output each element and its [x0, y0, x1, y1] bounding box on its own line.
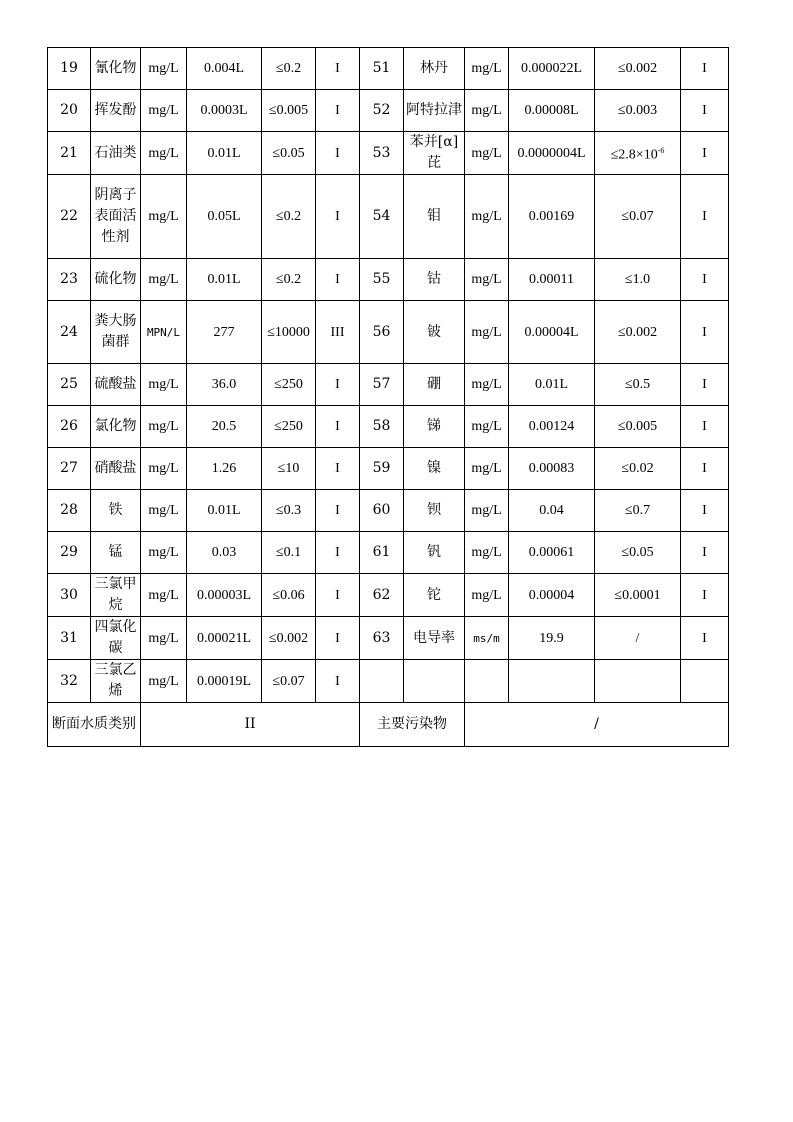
- item-unit: mg/L: [465, 574, 509, 617]
- item-value: 277: [187, 301, 262, 364]
- main-pollutant-label: 主要污染物: [360, 703, 465, 747]
- item-value: 36.0: [187, 364, 262, 406]
- item-name: 钼: [404, 175, 465, 259]
- item-class: I: [681, 617, 729, 660]
- item-value: 0.00004: [509, 574, 595, 617]
- item-unit: mg/L: [141, 617, 187, 660]
- item-value: 0.00008L: [509, 90, 595, 132]
- item-number: 52: [360, 90, 404, 132]
- item-unit: mg/L: [465, 406, 509, 448]
- item-name: 石油类: [91, 132, 141, 175]
- item-value: 0.00083: [509, 448, 595, 490]
- item-class: I: [681, 406, 729, 448]
- item-standard: ≤0.05: [262, 132, 316, 175]
- item-value: 19.9: [509, 617, 595, 660]
- item-value: 0.00169: [509, 175, 595, 259]
- table-row: [48, 490, 729, 532]
- item-value: 0.00124: [509, 406, 595, 448]
- item-class: I: [316, 448, 360, 490]
- item-standard: ≤0.0001: [595, 574, 681, 617]
- item-number: [360, 660, 404, 703]
- item-name: 硫化物: [91, 259, 141, 301]
- water-quality-table: [47, 47, 729, 747]
- item-value: 0.03: [187, 532, 262, 574]
- item-unit: mg/L: [465, 448, 509, 490]
- table-row: [48, 90, 729, 132]
- item-number: 58: [360, 406, 404, 448]
- item-standard: ≤0.002: [595, 48, 681, 90]
- item-number: 51: [360, 48, 404, 90]
- table-row: [48, 132, 729, 175]
- item-value: 0.00003L: [187, 574, 262, 617]
- item-name: 镍: [404, 448, 465, 490]
- item-value: [509, 660, 595, 703]
- item-unit: mg/L: [141, 90, 187, 132]
- item-number: 22: [48, 175, 91, 259]
- item-name: 阿特拉津: [404, 90, 465, 132]
- item-unit: mg/L: [141, 175, 187, 259]
- item-name: 铁: [91, 490, 141, 532]
- table-row: [48, 532, 729, 574]
- table-row: [48, 660, 729, 703]
- item-value: 0.05L: [187, 175, 262, 259]
- item-class: I: [316, 617, 360, 660]
- item-number: 27: [48, 448, 91, 490]
- item-unit: mg/L: [141, 48, 187, 90]
- table-row: [48, 175, 729, 259]
- item-number: 20: [48, 90, 91, 132]
- item-class: III: [316, 301, 360, 364]
- table-row: [48, 259, 729, 301]
- item-standard: ≤250: [262, 364, 316, 406]
- item-standard: ≤0.5: [595, 364, 681, 406]
- section-class-label: 断面水质类别: [48, 703, 141, 747]
- item-unit: [465, 660, 509, 703]
- item-name: 挥发酚: [91, 90, 141, 132]
- item-value: 0.01L: [187, 259, 262, 301]
- item-name: 硝酸盐: [91, 448, 141, 490]
- main-pollutant-value: /: [465, 703, 729, 747]
- item-number: 23: [48, 259, 91, 301]
- item-class: I: [316, 660, 360, 703]
- item-class: I: [316, 175, 360, 259]
- item-value: 0.01L: [509, 364, 595, 406]
- item-name: 钴: [404, 259, 465, 301]
- item-class: I: [316, 364, 360, 406]
- item-value: 0.0000004L: [509, 132, 595, 175]
- table-row: [48, 301, 729, 364]
- item-number: 53: [360, 132, 404, 175]
- standard-exponent: -6: [657, 146, 665, 156]
- item-class: I: [316, 259, 360, 301]
- item-unit: ms/m: [465, 617, 509, 660]
- item-class: I: [681, 490, 729, 532]
- item-unit: mg/L: [141, 448, 187, 490]
- item-name: 三氯甲烷: [91, 574, 141, 617]
- item-value: 0.00011: [509, 259, 595, 301]
- item-class: I: [681, 364, 729, 406]
- item-number: 63: [360, 617, 404, 660]
- item-name: 锰: [91, 532, 141, 574]
- item-standard: ≤0.005: [262, 90, 316, 132]
- item-name: 苯并[α]芘: [404, 132, 465, 175]
- item-class: I: [681, 132, 729, 175]
- item-name: 钡: [404, 490, 465, 532]
- item-name: 林丹: [404, 48, 465, 90]
- item-value: 0.00061: [509, 532, 595, 574]
- item-standard: ≤0.7: [595, 490, 681, 532]
- item-value: 0.00004L: [509, 301, 595, 364]
- item-number: 21: [48, 132, 91, 175]
- item-unit: mg/L: [141, 259, 187, 301]
- item-standard: ≤10000: [262, 301, 316, 364]
- item-unit: mg/L: [465, 90, 509, 132]
- standard-base: ≤2.8×10: [610, 147, 658, 163]
- item-standard: [595, 132, 681, 175]
- item-number: 31: [48, 617, 91, 660]
- item-standard: ≤0.003: [595, 90, 681, 132]
- item-class: I: [681, 301, 729, 364]
- item-number: 56: [360, 301, 404, 364]
- item-class: I: [316, 574, 360, 617]
- item-value: 20.5: [187, 406, 262, 448]
- item-number: 57: [360, 364, 404, 406]
- item-value: 0.00019L: [187, 660, 262, 703]
- item-number: 19: [48, 48, 91, 90]
- item-number: 62: [360, 574, 404, 617]
- item-standard: ≤10: [262, 448, 316, 490]
- item-standard: ≤250: [262, 406, 316, 448]
- item-class: I: [316, 532, 360, 574]
- item-class: I: [316, 132, 360, 175]
- item-class: I: [316, 490, 360, 532]
- item-unit: mg/L: [141, 406, 187, 448]
- item-name: 氯化物: [91, 406, 141, 448]
- item-unit: mg/L: [465, 175, 509, 259]
- item-standard: [595, 660, 681, 703]
- item-number: 54: [360, 175, 404, 259]
- table-row: [48, 574, 729, 617]
- table-row: [48, 406, 729, 448]
- item-unit: mg/L: [465, 490, 509, 532]
- item-class: I: [316, 48, 360, 90]
- item-number: 61: [360, 532, 404, 574]
- item-class: [681, 660, 729, 703]
- item-number: 32: [48, 660, 91, 703]
- section-class-value: II: [141, 703, 360, 747]
- item-standard: ≤0.005: [595, 406, 681, 448]
- table-row: [48, 448, 729, 490]
- item-value: 0.01L: [187, 132, 262, 175]
- item-number: 60: [360, 490, 404, 532]
- table-row: [48, 48, 729, 90]
- item-name: 电导率: [404, 617, 465, 660]
- item-name: 阴离子表面活性剂: [91, 175, 141, 259]
- item-number: 59: [360, 448, 404, 490]
- item-unit: mg/L: [141, 574, 187, 617]
- item-standard: ≤0.2: [262, 175, 316, 259]
- item-name: 硫酸盐: [91, 364, 141, 406]
- item-class: I: [681, 175, 729, 259]
- item-name: 氰化物: [91, 48, 141, 90]
- item-standard: /: [595, 617, 681, 660]
- item-value: 0.0003L: [187, 90, 262, 132]
- item-number: 29: [48, 532, 91, 574]
- item-standard: ≤1.0: [595, 259, 681, 301]
- item-standard: ≤0.2: [262, 259, 316, 301]
- item-class: I: [681, 574, 729, 617]
- item-unit: mg/L: [465, 259, 509, 301]
- item-standard: ≤0.2: [262, 48, 316, 90]
- item-unit: mg/L: [465, 301, 509, 364]
- item-name: [404, 660, 465, 703]
- item-class: I: [681, 90, 729, 132]
- item-standard: ≤0.07: [262, 660, 316, 703]
- item-standard: ≤0.002: [262, 617, 316, 660]
- item-standard: ≤0.06: [262, 574, 316, 617]
- item-number: 30: [48, 574, 91, 617]
- item-name: 四氯化碳: [91, 617, 141, 660]
- item-value: 0.01L: [187, 490, 262, 532]
- table-row: [48, 364, 729, 406]
- item-number: 28: [48, 490, 91, 532]
- item-class: I: [316, 406, 360, 448]
- item-class: I: [681, 448, 729, 490]
- item-value: 1.26: [187, 448, 262, 490]
- item-name: 锑: [404, 406, 465, 448]
- item-number: 25: [48, 364, 91, 406]
- item-unit: mg/L: [465, 364, 509, 406]
- item-value: 0.04: [509, 490, 595, 532]
- item-class: I: [681, 259, 729, 301]
- item-value: 0.000022L: [509, 48, 595, 90]
- item-unit: mg/L: [141, 490, 187, 532]
- item-name: 三氯乙烯: [91, 660, 141, 703]
- item-standard: ≤0.07: [595, 175, 681, 259]
- item-class: I: [316, 90, 360, 132]
- summary-row: [48, 703, 729, 747]
- item-value: 0.004L: [187, 48, 262, 90]
- item-number: 24: [48, 301, 91, 364]
- item-unit: mg/L: [141, 660, 187, 703]
- item-number: 55: [360, 259, 404, 301]
- table-row: [48, 617, 729, 660]
- item-name: 钒: [404, 532, 465, 574]
- item-standard: ≤0.3: [262, 490, 316, 532]
- item-unit: mg/L: [465, 532, 509, 574]
- item-unit: mg/L: [141, 364, 187, 406]
- item-class: I: [681, 532, 729, 574]
- item-name: 铍: [404, 301, 465, 364]
- item-value: 0.00021L: [187, 617, 262, 660]
- item-standard: ≤0.1: [262, 532, 316, 574]
- item-standard: ≤0.05: [595, 532, 681, 574]
- item-unit: mg/L: [465, 48, 509, 90]
- item-unit: mg/L: [141, 132, 187, 175]
- item-unit: mg/L: [141, 532, 187, 574]
- item-standard: ≤0.002: [595, 301, 681, 364]
- item-name: 硼: [404, 364, 465, 406]
- item-name: 粪大肠菌群: [91, 301, 141, 364]
- item-number: 26: [48, 406, 91, 448]
- item-name: 铊: [404, 574, 465, 617]
- item-class: I: [681, 48, 729, 90]
- item-unit: MPN/L: [141, 301, 187, 364]
- item-unit: mg/L: [465, 132, 509, 175]
- item-standard: ≤0.02: [595, 448, 681, 490]
